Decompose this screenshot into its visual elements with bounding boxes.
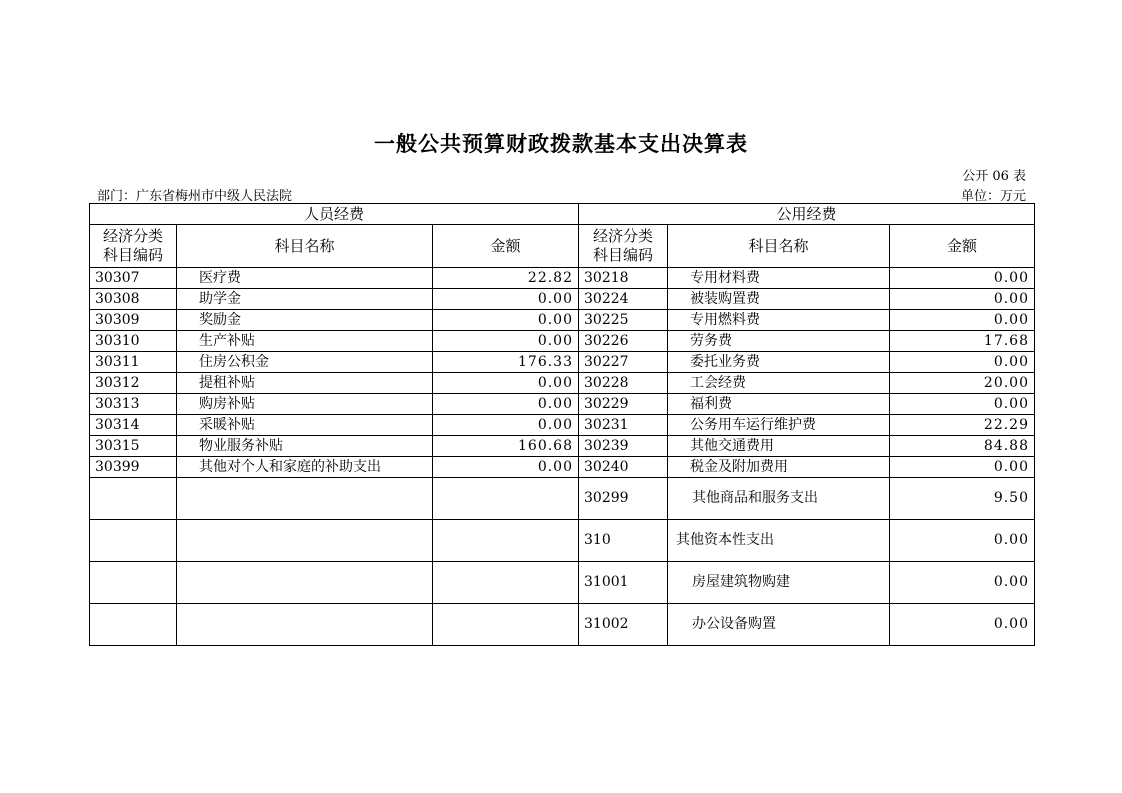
- group-personnel: 人员经费: [90, 204, 579, 225]
- right-code: 310: [579, 520, 668, 562]
- left-amount: 0.00: [433, 289, 579, 310]
- left-amount: 0.00: [433, 373, 579, 394]
- left-code-empty: [90, 562, 177, 604]
- right-amount: 0.00: [890, 289, 1035, 310]
- right-amount: 0.00: [890, 268, 1035, 289]
- form-number: 公开 06 表: [962, 169, 1026, 184]
- right-amount: 20.00: [890, 373, 1035, 394]
- left-amount: 22.82: [433, 268, 579, 289]
- header-name-right: 科目名称: [668, 225, 890, 268]
- right-code: 30240: [579, 457, 668, 478]
- right-name: 公务用车运行维护费: [668, 415, 890, 436]
- right-amount: 9.50: [890, 478, 1035, 520]
- right-name: 其他交通费用: [668, 436, 890, 457]
- right-name: 福利费: [668, 394, 890, 415]
- header-code-line1: 经济分类: [592, 227, 653, 245]
- table-row: [90, 289, 1035, 310]
- right-code: 30228: [579, 373, 668, 394]
- left-name: 购房补贴: [177, 394, 433, 415]
- left-name-empty: [177, 562, 433, 604]
- table-row: [90, 310, 1035, 331]
- right-name: 专用燃料费: [668, 310, 890, 331]
- department-label: 部门：广东省梅州市中级人民法院: [97, 189, 293, 204]
- left-amount: 160.68: [433, 436, 579, 457]
- right-amount: 0.00: [890, 604, 1035, 646]
- left-amount-empty: [433, 520, 579, 562]
- table-row: [90, 478, 1035, 520]
- left-name: 采暖补贴: [177, 415, 433, 436]
- right-name: 办公设备购置: [668, 604, 890, 646]
- left-name: 奖励金: [177, 310, 433, 331]
- table-row: [90, 268, 1035, 289]
- right-amount: 0.00: [890, 562, 1035, 604]
- left-code-empty: [90, 604, 177, 646]
- header-code-line2: 科目编码: [592, 246, 653, 264]
- left-name-empty: [177, 478, 433, 520]
- right-amount: 0.00: [890, 352, 1035, 373]
- right-name: 委托业务费: [668, 352, 890, 373]
- left-amount: 0.00: [433, 310, 579, 331]
- right-name: 其他商品和服务支出: [668, 478, 890, 520]
- left-amount: 0.00: [433, 394, 579, 415]
- right-amount: 0.00: [890, 520, 1035, 562]
- left-amount: 0.00: [433, 415, 579, 436]
- table-row: [90, 520, 1035, 562]
- group-header-row: [90, 204, 1035, 225]
- left-amount-empty: [433, 604, 579, 646]
- column-header-row: [90, 225, 1035, 268]
- left-code: 30310: [90, 331, 177, 352]
- right-code: 30239: [579, 436, 668, 457]
- left-code: 30308: [90, 289, 177, 310]
- left-amount-empty: [433, 562, 579, 604]
- left-code: 30399: [90, 457, 177, 478]
- right-amount: 17.68: [890, 331, 1035, 352]
- left-code: 30313: [90, 394, 177, 415]
- right-code: 30225: [579, 310, 668, 331]
- page-title: 一般公共预算财政拨款基本支出决算表: [374, 131, 748, 156]
- right-code: 30231: [579, 415, 668, 436]
- left-amount-empty: [433, 478, 579, 520]
- left-name: 生产补贴: [177, 331, 433, 352]
- left-name: 医疗费: [177, 268, 433, 289]
- table-row: [90, 457, 1035, 478]
- table-row: [90, 562, 1035, 604]
- header-amount-left: 金额: [433, 225, 579, 268]
- table-row: [90, 373, 1035, 394]
- right-code: 30224: [579, 289, 668, 310]
- right-name: 专用材料费: [668, 268, 890, 289]
- header-code-line2: 科目编码: [102, 246, 163, 264]
- right-name: 其他资本性支出: [668, 520, 890, 562]
- left-name: 助学金: [177, 289, 433, 310]
- right-amount: 22.29: [890, 415, 1035, 436]
- table-row: [90, 331, 1035, 352]
- left-amount: 0.00: [433, 457, 579, 478]
- right-amount: 84.88: [890, 436, 1035, 457]
- right-code: 30229: [579, 394, 668, 415]
- right-name: 劳务费: [668, 331, 890, 352]
- right-code: 30227: [579, 352, 668, 373]
- left-code: 30307: [90, 268, 177, 289]
- right-name: 被装购置费: [668, 289, 890, 310]
- header-amount-right: 金额: [890, 225, 1035, 268]
- right-name: 税金及附加费用: [668, 457, 890, 478]
- right-name: 工会经费: [668, 373, 890, 394]
- left-name-empty: [177, 520, 433, 562]
- left-code: 30309: [90, 310, 177, 331]
- left-code: 30312: [90, 373, 177, 394]
- header-name-left: 科目名称: [177, 225, 433, 268]
- right-code: 30218: [579, 268, 668, 289]
- left-code-empty: [90, 478, 177, 520]
- unit-label: 单位：万元: [960, 189, 1026, 204]
- right-code: 31001: [579, 562, 668, 604]
- group-public: 公用经费: [579, 204, 1035, 225]
- left-name: 物业服务补贴: [177, 436, 433, 457]
- left-name-empty: [177, 604, 433, 646]
- right-code: 31002: [579, 604, 668, 646]
- left-code: 30311: [90, 352, 177, 373]
- right-amount: 0.00: [890, 457, 1035, 478]
- right-code: 30299: [579, 478, 668, 520]
- table-row: [90, 436, 1035, 457]
- table-row: [90, 604, 1035, 646]
- left-name: 提租补贴: [177, 373, 433, 394]
- left-code: 30315: [90, 436, 177, 457]
- left-amount: 176.33: [433, 352, 579, 373]
- table-row: [90, 352, 1035, 373]
- left-name: 住房公积金: [177, 352, 433, 373]
- right-amount: 0.00: [890, 310, 1035, 331]
- left-code-empty: [90, 520, 177, 562]
- expenditure-table: [89, 203, 1035, 646]
- left-amount: 0.00: [433, 331, 579, 352]
- table-row: [90, 415, 1035, 436]
- right-code: 30226: [579, 331, 668, 352]
- header-code-line1: 经济分类: [102, 227, 163, 245]
- left-code: 30314: [90, 415, 177, 436]
- header-code-right: [579, 225, 668, 268]
- table-row: [90, 394, 1035, 415]
- header-code-left: [90, 225, 177, 268]
- right-name: 房屋建筑物购建: [668, 562, 890, 604]
- left-name: 其他对个人和家庭的补助支出: [177, 457, 433, 478]
- right-amount: 0.00: [890, 394, 1035, 415]
